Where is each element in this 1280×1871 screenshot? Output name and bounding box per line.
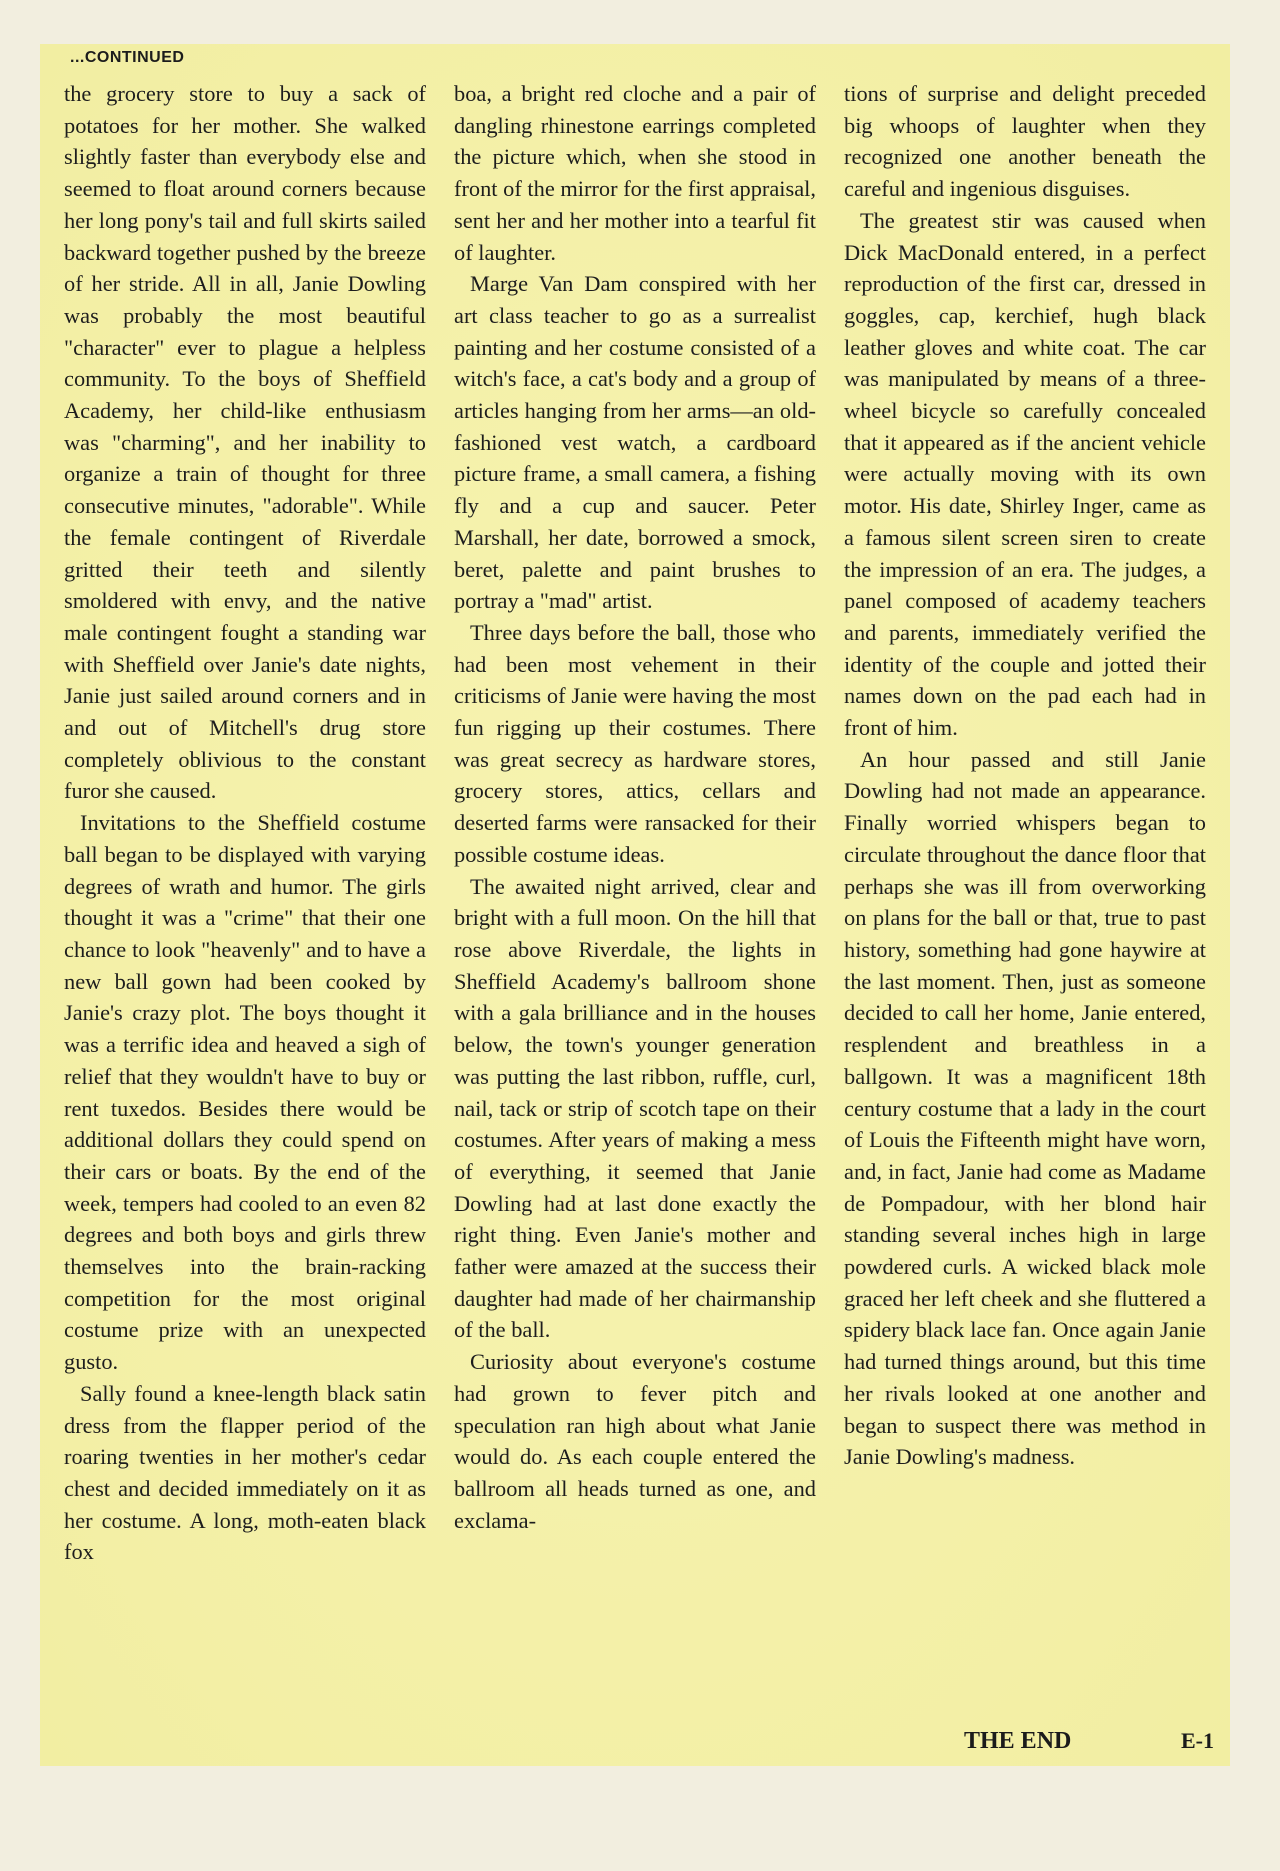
paragraph: boa, a bright red cloche and a pair of dangling rhinestone earrings completed the picture which, when she stood in front of the mirror for the first appraisal, sent her and her mother into a tearful fit of laughter. [454,81,816,265]
paragraph: the grocery store to buy a sack of potatoes for her mother. She walked slightly faster than everybody else and seemed to float around corners because her long pony's tail and full skirts sailed backward together pushed by the breeze of her stride. All in all, Janie Dowling was probably the most beautiful "character" ever to plague a helpless community. To the boys of Sheffield Academy, her child-like enthusiasm was "charming", and her inability to organize a train of thought for three consecutive minutes, "adorable". While the female contingent of Riverdale gritted their teeth and silently smoldered with envy, and the native male contingent fought a standing war with Sheffield over Janie's date nights, Janie just sailed around corners and in and out of Mitchell's drug store completely oblivious to the constant furor she caused. [64,81,426,804]
the-end-label: THE END [964,1728,1072,1754]
paragraph: The greatest stir was caused when Dick MacDonald entered, in a perfect reproduction of the first car, dressed in goggles, cap, kerchief, hugh black leather gloves and white coat. The car was manipulated by means of a three-wheel bicycle so carefully concealed that it appeared as if the ancient vehicle were actually moving with its own motor. His date, Shirley Inger, came as a famous silent screen siren to create the impression of an era. The judges, a panel composed of academy teachers and parents, immediately verified the identity of the couple and jotted their names down on the pad each had in front of him. [844,207,1206,741]
paragraph: Curiosity about everyone's costume had grown to fever pitch and speculation ran high about what Janie would do. As each couple entered the ballroom all heads turned as one, and exclama- [454,1349,816,1533]
continued-label: ...CONTINUED [70,49,185,66]
text-column-1 [64,78,426,1568]
paragraph: Marge Van Dam conspired with her art class teacher to go as a surrealist painting and her costume consisted of a witch's face, a cat's body and a group of articles hanging from her arms—an old-fashioned vest watch, a cardboard picture frame, a small camera, a fishing fly and a cup and saucer. Peter Marshall, her date, borrowed a smock, beret, palette and paint brushes to portray a "mad" artist. [454,271,816,614]
paragraph: Invitations to the Sheffield costume ball began to be displayed with varying degrees of wrath and humor. The girls thought it was a "crime" that their one chance to look "heavenly" and to have a new ball gown had been cooked by Janie's crazy plot. The boys thought it was a terrific idea and heaved a sigh of relief that they wouldn't have to buy or rent tuxedos. Besides there would be additional dollars they could spend on their cars or boats. By the end of the week, tempers had cooled to an even 82 degrees and both boys and girls threw themselves into the brain-racking competition for the most original costume prize with an unexpected gusto. [64,810,426,1375]
text-column-2 [454,78,816,1536]
page-number: E-1 [1181,1728,1214,1753]
paragraph: Sally found a knee-length black satin dress from the flapper period of the roaring twenties in her mother's cedar chest and decided immediately on it as her costume. A long, moth-eaten black fox [64,1380,426,1565]
paragraph: The awaited night arrived, clear and bright with a full moon. On the hill that rose above Riverdale, the lights in Sheffield Academy's ballroom shone with a gala brilliance and in the houses below, the town's younger generation was putting the last ribbon, ruffle, curl, nail, tack or strip of scotch tape on their costumes. After years of making a mess of everything, it seemed that Janie Dowling had at last done exactly the right thing. Even Janie's mother and father were amazed at the success their daughter had made of her chairmanship of the ball. [454,873,816,1343]
paragraph: An hour passed and still Janie Dowling had not made an appearance. Finally worried whispers began to circulate throughout the dance floor that perhaps she was ill from overworking on plans for the ball or that, true to past history, something had gone haywire at the last moment. Then, just as someone decided to call her home, Janie entered, resplendent and breathless in a ballgown. It was a magnificent 18th century costume that a lady in the court of Louis the Fifteenth might have worn, and, in fact, Janie had come as Madame de Pompadour, with her blond hair standing several inches high in large powdered curls. A wicked black mole graced her left cheek and she fluttered a spidery black lace fan. Once again Janie had turned things around, but this time her rivals looked at one another and began to suspect there was method in Janie Dowling's madness. [844,746,1206,1470]
magazine-page [40,44,1230,1766]
text-column-3 [844,78,1206,1473]
paragraph: tions of surprise and delight preceded big whoops of laughter when they recognized one another beneath the careful and ingenious disguises. [844,81,1206,202]
page-footer [964,1728,1214,1755]
paragraph: Three days before the ball, those who had been most vehement in their criticisms of Janie were having the most fun rigging up their costumes. There was great secrecy as hardware stores, grocery stores, attics, cellars and deserted farms were ransacked for their possible costume ideas. [454,619,816,867]
